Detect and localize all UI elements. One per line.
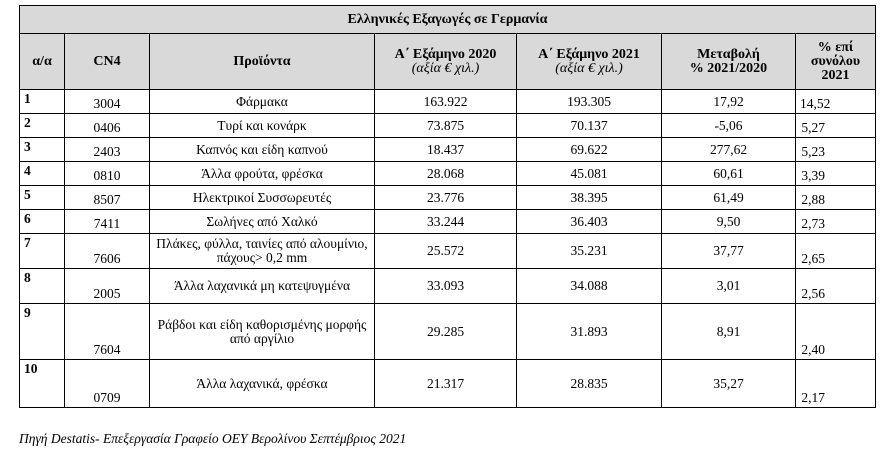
table-row	[20, 210, 876, 234]
row-value-2020: 25.572	[375, 234, 517, 269]
row-share: 2,40	[796, 304, 876, 360]
row-cn4: 7604	[65, 304, 150, 360]
row-idx: 7	[20, 234, 65, 269]
row-value-2020: 21.317	[375, 360, 517, 408]
row-value-2020: 28.068	[375, 162, 517, 186]
row-idx: 1	[20, 90, 65, 114]
header-h1-2020	[375, 34, 517, 90]
row-change: 60,61	[662, 162, 796, 186]
row-share: 3,39	[796, 162, 876, 186]
header-share	[796, 34, 876, 90]
row-change: 61,49	[662, 186, 796, 210]
row-value-2021: 38.395	[517, 186, 662, 210]
row-change: 9,50	[662, 210, 796, 234]
header-h1-2021-label: Α΄ Εξάμηνο 2021	[538, 46, 640, 62]
row-cn4: 7411	[65, 210, 150, 234]
table-row	[20, 360, 876, 408]
row-cn4: 8507	[65, 186, 150, 210]
table-row	[20, 138, 876, 162]
table-title: Ελληνικές Εξαγωγές σε Γερμανία	[20, 6, 876, 34]
row-product: Σωλήνες από Χαλκό	[150, 210, 375, 234]
row-idx: 6	[20, 210, 65, 234]
row-change: 3,01	[662, 269, 796, 304]
table-row	[20, 304, 876, 360]
row-idx: 3	[20, 138, 65, 162]
header-share-line3: 2021	[821, 67, 850, 83]
row-value-2020: 23.776	[375, 186, 517, 210]
table-row	[20, 90, 876, 114]
table-row	[20, 234, 876, 269]
row-change: 277,62	[662, 138, 796, 162]
table-row	[20, 269, 876, 304]
row-idx: 10	[20, 360, 65, 408]
row-value-2020: 18.437	[375, 138, 517, 162]
row-value-2020: 33.093	[375, 269, 517, 304]
row-value-2021: 31.893	[517, 304, 662, 360]
row-value-2021: 193.305	[517, 90, 662, 114]
header-h1-2020-unit: (αξία € χιλ.)	[411, 60, 480, 76]
row-share: 2,65	[796, 234, 876, 269]
row-idx: 8	[20, 269, 65, 304]
row-change: -5,06	[662, 114, 796, 138]
row-product: Άλλα λαχανικά μη κατεψυγμένα	[150, 269, 375, 304]
row-value-2020: 73.875	[375, 114, 517, 138]
exports-table	[19, 5, 876, 408]
row-idx: 5	[20, 186, 65, 210]
row-product: Άλλα λαχανικά, φρέσκα	[150, 360, 375, 408]
row-cn4: 0810	[65, 162, 150, 186]
row-share: 5,27	[796, 114, 876, 138]
table-row	[20, 186, 876, 210]
row-value-2021: 70.137	[517, 114, 662, 138]
header-change-line2: % 2021/2020	[689, 60, 768, 76]
row-product: Άλλα φρούτα, φρέσκα	[150, 162, 375, 186]
row-cn4: 2403	[65, 138, 150, 162]
header-product: Προϊόντα	[150, 34, 375, 90]
row-product: Ηλεκτρικοί Συσσωρευτές	[150, 186, 375, 210]
row-cn4: 0709	[65, 360, 150, 408]
row-share: 2,17	[796, 360, 876, 408]
header-idx: α/α	[20, 34, 65, 90]
row-product: Καπνός και είδη καπνού	[150, 138, 375, 162]
row-value-2021: 45.081	[517, 162, 662, 186]
row-share: 2,88	[796, 186, 876, 210]
row-value-2020: 33.244	[375, 210, 517, 234]
header-h1-2021-unit: (αξία € χιλ.)	[555, 60, 623, 76]
row-change: 17,92	[662, 90, 796, 114]
row-product: Πλάκες, φύλλα, ταινίες από αλουμίνιο, πάχους> 0,2 mm	[150, 234, 375, 269]
row-idx: 4	[20, 162, 65, 186]
row-value-2021: 36.403	[517, 210, 662, 234]
row-change: 37,77	[662, 234, 796, 269]
header-h1-2021	[517, 34, 662, 90]
row-change: 35,27	[662, 360, 796, 408]
row-share: 2,56	[796, 269, 876, 304]
header-change	[662, 34, 796, 90]
row-product: Τυρί και κονάρκ	[150, 114, 375, 138]
row-value-2021: 34.088	[517, 269, 662, 304]
header-cn4: CN4	[65, 34, 150, 90]
row-idx: 2	[20, 114, 65, 138]
row-value-2020: 29.285	[375, 304, 517, 360]
header-share-line2: συνόλου	[810, 53, 861, 69]
header-change-line1: Μεταβολή	[697, 46, 760, 62]
row-share: 14,52	[796, 90, 876, 114]
row-value-2020: 163.922	[375, 90, 517, 114]
row-cn4: 2005	[65, 269, 150, 304]
row-value-2021: 69.622	[517, 138, 662, 162]
row-idx: 9	[20, 304, 65, 360]
row-value-2021: 28.835	[517, 360, 662, 408]
header-h1-2020-label: Α΄ Εξάμηνο 2020	[394, 46, 497, 62]
source-note: Πηγή Destatis- Επεξεργασία Γραφείο ΟΕΥ Βερολίνου Σεπτέμβριος 2021	[19, 431, 407, 446]
row-value-2021: 35.231	[517, 234, 662, 269]
table-row	[20, 162, 876, 186]
row-product: Φάρμακα	[150, 90, 375, 114]
row-cn4: 3004	[65, 90, 150, 114]
row-cn4: 7606	[65, 234, 150, 269]
row-change: 8,91	[662, 304, 796, 360]
header-share-line1: % επί	[817, 39, 854, 55]
row-share: 5,23	[796, 138, 876, 162]
row-share: 2,73	[796, 210, 876, 234]
table-row	[20, 114, 876, 138]
row-cn4: 0406	[65, 114, 150, 138]
row-product: Ράβδοι και είδη καθορισμένης μορφής από αργίλιο	[150, 304, 375, 360]
